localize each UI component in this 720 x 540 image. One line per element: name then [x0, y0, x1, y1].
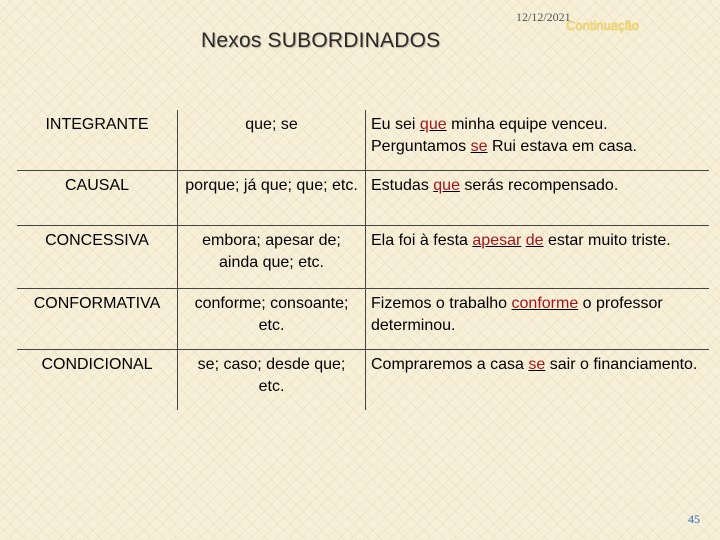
date-label: 12/12/2021	[516, 10, 571, 24]
example-text: Compraremos a casa	[371, 356, 529, 373]
example-text: Rui estava em casa.	[487, 138, 637, 155]
table-row	[17, 289, 709, 350]
type-cell: CONCESSIVA	[17, 226, 178, 289]
connector-highlight: conforme	[511, 295, 579, 312]
connectors-cell: que; se	[178, 110, 366, 171]
example-text: Ela foi à festa	[371, 232, 473, 249]
example-text: sair o financiamento.	[545, 356, 698, 373]
example-cell	[366, 226, 710, 289]
example-cell	[366, 289, 710, 350]
example-cell	[366, 350, 710, 411]
type-cell: CONDICIONAL	[17, 350, 178, 411]
example-text: estar muito triste.	[543, 232, 671, 249]
table-row	[17, 110, 709, 171]
example-cell	[366, 171, 710, 226]
example-text: Perguntamos	[371, 138, 471, 155]
example-text: o professor determinou.	[371, 295, 663, 334]
connectors-cell: conforme; consoante; etc.	[178, 289, 366, 350]
example-sentence	[371, 175, 704, 197]
connector-highlight: se	[470, 138, 488, 155]
connector-highlight: que	[433, 177, 460, 194]
example-sentence	[371, 230, 704, 252]
table-row	[17, 226, 709, 289]
type-cell: CAUSAL	[17, 171, 178, 226]
table-row	[17, 171, 709, 226]
example-text: minha equipe venceu.	[446, 116, 608, 133]
example-sentence	[371, 354, 704, 376]
page-title: Nexos SUBORDINADOS	[201, 29, 441, 52]
table-row	[17, 350, 709, 411]
connectors-cell: embora; apesar de; ainda que; etc.	[178, 226, 366, 289]
connector-highlight: apesar	[472, 232, 522, 249]
example-sentence	[371, 136, 704, 158]
continuation-label: Continuação	[566, 18, 639, 33]
type-cell: CONFORMATIVA	[17, 289, 178, 350]
example-sentence	[371, 114, 704, 136]
connector-highlight: que	[419, 116, 447, 133]
example-cell	[366, 110, 710, 171]
example-text: Fizemos o trabalho	[371, 295, 512, 312]
example-text: Estudas	[371, 177, 434, 194]
example-text: Eu sei	[371, 116, 420, 133]
example-text: serás recompensado.	[459, 177, 619, 194]
type-cell: INTEGRANTE	[45, 116, 149, 133]
connectors-cell: se; caso; desde que; etc.	[178, 350, 366, 411]
connectors-cell: porque; já que; que; etc.	[178, 171, 366, 226]
page-number: 45	[688, 512, 700, 526]
example-sentence	[371, 293, 704, 337]
connector-highlight: se	[528, 356, 546, 373]
subordinate-connectors-table	[17, 110, 709, 410]
connector-highlight: de	[525, 232, 544, 249]
